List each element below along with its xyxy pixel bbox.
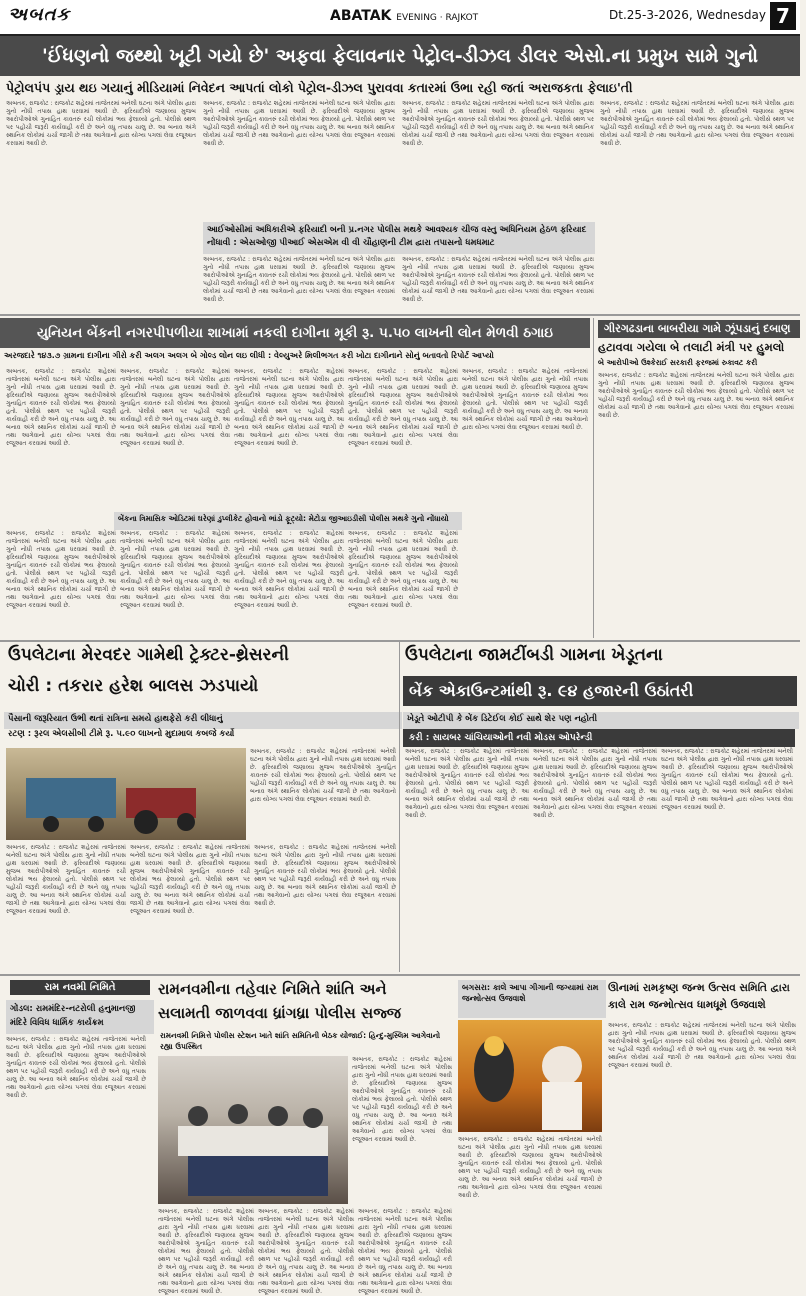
cyber-col-1: અબતક, રાજકોટ : રાજકોટ શહેરમાં તાજેતરમાં બનેલી ઘટના અંગે પોલીસ દ્વારા ગુનો નોંધી તપાસ હાથ ધરવામાં આવી છે. ફરિયાદીએ જણાવ્યા મુજબ આરોપીઓએ ગુનાહિત કાવતરું રચી લોકોમાં ભય ફેલાવ્યો હતો. પોલીસે સ્થળ પર પહોંચી જરૂરી કાર્યવાહી કરી છે અને વધુ તપાસ ચાલુ છે. આ બનાવ અંગે સ્થાનિક લોકોમાં ચર્ચા જાગી છે તથા આગેવાનો દ્વારા યોગ્ય પગલાં લેવા રજૂઆત કરવામાં આવી છે. bbox=[405, 748, 529, 819]
lead-col-1: અબતક, રાજકોટ : રાજકોટ શહેરમાં તાજેતરમાં બનેલી ઘટના અંગે પોલીસ દ્વારા ગુનો નોંધી તપાસ હાથ ધરવામાં આવી છે. ફરિયાદીએ જણાવ્યા મુજબ આરોપીઓએ ગુનાહિત કાવતરું રચી લોકોમાં ભય ફેલાવ્યો હતો. પોલીસે સ્થળ પર પહોંચી જરૂરી કાર્યવાહી કરી છે અને વધુ તપાસ ચાલુ છે. આ બનાવ અંગે સ્થાનિક લોકોમાં ચર્ચા જાગી છે તથા આગેવાનો દ્વારા યોગ્ય પગલાં લેવા રજૂઆત કરવામાં આવી છે. bbox=[6, 100, 196, 147]
bank-box: બેંકના ત્રિમાસિક ઓડિટમાં ઘરેણાં ડુપ્લીકેટ હોવાનો ભાંડો ફૂટ્યો: મેટોડા જીઆઇડીસી પોલીસ મથકે ગુનો નોંધાયો bbox=[114, 512, 462, 530]
dhrangadhra-col-2: અબતક, રાજકોટ : રાજકોટ શહેરમાં તાજેતરમાં બનેલી ઘટના અંગે પોલીસ દ્વારા ગુનો નોંધી તપાસ હાથ ધરવામાં આવી છે. ફરિયાદીએ જણાવ્યા મુજબ આરોપીઓએ ગુનાહિત કાવતરું રચી લોકોમાં ભય ફેલાવ્યો હતો. પોલીસે સ્થળ પર પહોંચી જરૂરી કાર્યવાહી કરી છે અને વધુ તપાસ ચાલુ છે. આ બનાવ અંગે સ્થાનિક લોકોમાં ચર્ચા જાગી છે તથા આગેવાનો દ્વારા યોગ્ય પગલાં લેવા રજૂઆત કરવામાં આવી છે. bbox=[158, 1208, 254, 1295]
paper-name: ABATAK bbox=[330, 8, 392, 24]
gondal-headline: ગોંડલ: રામમંદિર-નટરોલી હનુમાનજી મંદિરે વિવિધ ધાર્મિક કાર્યક્રમ bbox=[6, 1000, 154, 1034]
girgadhada-head-1: ગીરગઢડાના બાબરીયા ગામે ઝૂંપડાનું દબાણ bbox=[598, 320, 800, 338]
edition: EVENING · RAJKOT bbox=[396, 13, 479, 23]
page-number: 7 bbox=[770, 2, 796, 30]
dhrangadhra-head-1: રામનવમીના તહેવાર નિમિતે શાંતિ અને bbox=[158, 980, 387, 998]
bank-col-7: અબતક, રાજકોટ : રાજકોટ શહેરમાં તાજેતરમાં બનેલી ઘટના અંગે પોલીસ દ્વારા ગુનો નોંધી તપાસ હાથ ધરવામાં આવી છે. ફરિયાદીએ જણાવ્યા મુજબ આરોપીઓએ ગુનાહિત કાવતરું રચી લોકોમાં ભય ફેલાવ્યો હતો. પોલીસે સ્થળ પર પહોંચી જરૂરી કાર્યવાહી કરી છે અને વધુ તપાસ ચાલુ છે. આ બનાવ અંગે સ્થાનિક લોકોમાં ચર્ચા જાગી છે તથા આગેવાનો દ્વારા યોગ્ય પગલાં લેવા રજૂઆત કરવામાં આવી છે. bbox=[120, 530, 230, 609]
masthead bbox=[0, 0, 800, 36]
ram-illustration bbox=[458, 1020, 602, 1132]
girgadhada-body: અબતક, રાજકોટ : રાજકોટ શહેરમાં તાજેતરમાં બનેલી ઘટના અંગે પોલીસ દ્વારા ગુનો નોંધી તપાસ હાથ ધરવામાં આવી છે. ફરિયાદીએ જણાવ્યા મુજબ આરોપીઓએ ગુનાહિત કાવતરું રચી લોકોમાં ભય ફેલાવ્યો હતો. પોલીસે સ્થળ પર પહોંચી જરૂરી કાર્યવાહી કરી છે અને વધુ તપાસ ચાલુ છે. આ બનાવ અંગે સ્થાનિક લોકોમાં ચર્ચા જાગી છે તથા આગેવાનો દ્વારા યોગ્ય પગલાં લેવા રજૂઆત કરવામાં આવી છે. bbox=[598, 372, 794, 419]
bagsara-body: અબતક, રાજકોટ : રાજકોટ શહેરમાં તાજેતરમાં બનેલી ઘટના અંગે પોલીસ દ્વારા ગુનો નોંધી તપાસ હાથ ધરવામાં આવી છે. ફરિયાદીએ જણાવ્યા મુજબ આરોપીઓએ ગુનાહિત કાવતરું રચી લોકોમાં ભય ફેલાવ્યો હતો. પોલીસે સ્થળ પર પહોંચી જરૂરી કાર્યવાહી કરી છે અને વધુ તપાસ ચાલુ છે. આ બનાવ અંગે સ્થાનિક લોકોમાં ચર્ચા જાગી છે તથા આગેવાનો દ્વારા યોગ્ય પગલાં લેવા રજૂઆત કરવામાં આવી છે. bbox=[458, 1136, 602, 1199]
dhrangadhra-head-2: સલામતી જાળવવા ધ્રાંગધ્રા પોલીસ સજ્જ bbox=[158, 1004, 401, 1022]
bank-col-3: અબતક, રાજકોટ : રાજકોટ શહેરમાં તાજેતરમાં બનેલી ઘટના અંગે પોલીસ દ્વારા ગુનો નોંધી તપાસ હાથ ધરવામાં આવી છે. ફરિયાદીએ જણાવ્યા મુજબ આરોપીઓએ ગુનાહિત કાવતરું રચી લોકોમાં ભય ફેલાવ્યો હતો. પોલીસે સ્થળ પર પહોંચી જરૂરી કાર્યવાહી કરી છે અને વધુ તપાસ ચાલુ છે. આ બનાવ અંગે સ્થાનિક લોકોમાં ચર્ચા જાગી છે તથા આગેવાનો દ્વારા યોગ્ય પગલાં લેવા રજૂઆત કરવામાં આવી છે. bbox=[234, 368, 344, 447]
cyber-col-2: અબતક, રાજકોટ : રાજકોટ શહેરમાં તાજેતરમાં બનેલી ઘટના અંગે પોલીસ દ્વારા ગુનો નોંધી તપાસ હાથ ધરવામાં આવી છે. ફરિયાદીએ જણાવ્યા મુજબ આરોપીઓએ ગુનાહિત કાવતરું રચી લોકોમાં ભય ફેલાવ્યો હતો. પોલીસે સ્થળ પર પહોંચી જરૂરી કાર્યવાહી કરી છે અને વધુ તપાસ ચાલુ છે. આ બનાવ અંગે સ્થાનિક લોકોમાં ચર્ચા જાગી છે તથા આગેવાનો દ્વારા યોગ્ય પગલાં લેવા રજૂઆત કરવામાં આવી છે. bbox=[533, 748, 657, 819]
gondal-body: અબતક, રાજકોટ : રાજકોટ શહેરમાં તાજેતરમાં બનેલી ઘટના અંગે પોલીસ દ્વારા ગુનો નોંધી તપાસ હાથ ધરવામાં આવી છે. ફરિયાદીએ જણાવ્યા મુજબ આરોપીઓએ ગુનાહિત કાવતરું રચી લોકોમાં ભય ફેલાવ્યો હતો. પોલીસે સ્થળ પર પહોંચી જરૂરી કાર્યવાહી કરી છે અને વધુ તપાસ ચાલુ છે. આ બનાવ અંગે સ્થાનિક લોકોમાં ચર્ચા જાગી છે તથા આગેવાનો દ્વારા યોગ્ય પગલાં લેવા રજૂઆત કરવામાં આવી છે. bbox=[6, 1036, 146, 1099]
ramnavami-label: રામ નવમી નિમિતે bbox=[10, 980, 150, 995]
theft-col-1: અબતક, રાજકોટ : રાજકોટ શહેરમાં તાજેતરમાં બનેલી ઘટના અંગે પોલીસ દ્વારા ગુનો નોંધી તપાસ હાથ ધરવામાં આવી છે. ફરિયાદીએ જણાવ્યા મુજબ આરોપીઓએ ગુનાહિત કાવતરું રચી લોકોમાં ભય ફેલાવ્યો હતો. પોલીસે સ્થળ પર પહોંચી જરૂરી કાર્યવાહી કરી છે અને વધુ તપાસ ચાલુ છે. આ બનાવ અંગે સ્થાનિક લોકોમાં ચર્ચા જાગી છે તથા આગેવાનો દ્વારા યોગ્ય પગલાં લેવા રજૂઆત કરવામાં આવી છે. bbox=[250, 748, 396, 803]
divider bbox=[0, 974, 800, 976]
masthead-logo: અબતક bbox=[8, 4, 71, 25]
theft-col-2: અબતક, રાજકોટ : રાજકોટ શહેરમાં તાજેતરમાં બનેલી ઘટના અંગે પોલીસ દ્વારા ગુનો નોંધી તપાસ હાથ ધરવામાં આવી છે. ફરિયાદીએ જણાવ્યા મુજબ આરોપીઓએ ગુનાહિત કાવતરું રચી લોકોમાં ભય ફેલાવ્યો હતો. પોલીસે સ્થળ પર પહોંચી જરૂરી કાર્યવાહી કરી છે અને વધુ તપાસ ચાલુ છે. આ બનાવ અંગે સ્થાનિક લોકોમાં ચર્ચા જાગી છે તથા આગેવાનો દ્વારા યોગ્ય પગલાં લેવા રજૂઆત કરવામાં આવી છે. bbox=[6, 844, 126, 915]
lead-col-6: અબતક, રાજકોટ : રાજકોટ શહેરમાં તાજેતરમાં બનેલી ઘટના અંગે પોલીસ દ્વારા ગુનો નોંધી તપાસ હાથ ધરવામાં આવી છે. ફરિયાદીએ જણાવ્યા મુજબ આરોપીઓએ ગુનાહિત કાવતરું રચી લોકોમાં ભય ફેલાવ્યો હતો. પોલીસે સ્થળ પર પહોંચી જરૂરી કાર્યવાહી કરી છે અને વધુ તપાસ ચાલુ છે. આ બનાવ અંગે સ્થાનિક લોકોમાં ચર્ચા જાગી છે તથા આગેવાનો દ્વારા યોગ્ય પગલાં લેવા રજૂઆત કરવામાં આવી છે. bbox=[402, 256, 594, 303]
bank-col-9: અબતક, રાજકોટ : રાજકોટ શહેરમાં તાજેતરમાં બનેલી ઘટના અંગે પોલીસ દ્વારા ગુનો નોંધી તપાસ હાથ ધરવામાં આવી છે. ફરિયાદીએ જણાવ્યા મુજબ આરોપીઓએ ગુનાહિત કાવતરું રચી લોકોમાં ભય ફેલાવ્યો હતો. પોલીસે સ્થળ પર પહોંચી જરૂરી કાર્યવાહી કરી છે અને વધુ તપાસ ચાલુ છે. આ બનાવ અંગે સ્થાનિક લોકોમાં ચર્ચા જાગી છે તથા આગેવાનો દ્વારા યોગ્ય પગલાં લેવા રજૂઆત કરવામાં આવી છે. bbox=[348, 530, 458, 609]
lead-col-3: અબતક, રાજકોટ : રાજકોટ શહેરમાં તાજેતરમાં બનેલી ઘટના અંગે પોલીસ દ્વારા ગુનો નોંધી તપાસ હાથ ધરવામાં આવી છે. ફરિયાદીએ જણાવ્યા મુજબ આરોપીઓએ ગુનાહિત કાવતરું રચી લોકોમાં ભય ફેલાવ્યો હતો. પોલીસે સ્થળ પર પહોંચી જરૂરી કાર્યવાહી કરી છે અને વધુ તપાસ ચાલુ છે. આ બનાવ અંગે સ્થાનિક લોકોમાં ચર્ચા જાગી છે તથા આગેવાનો દ્વારા યોગ્ય પગલાં લેવા રજૂઆત કરવામાં આવી છે. bbox=[402, 100, 594, 147]
divider bbox=[399, 642, 400, 972]
tractor-illustration bbox=[6, 748, 246, 840]
una-headline: ઊનામાં રામકૃષ્ણ જન્મ ઉત્સવ સમિતિ દ્વારા કાલે રામ જન્મોત્સવ ધામધૂમે ઉજવાશે bbox=[608, 982, 790, 1011]
cyber-col-3: અબતક, રાજકોટ : રાજકોટ શહેરમાં તાજેતરમાં બનેલી ઘટના અંગે પોલીસ દ્વારા ગુનો નોંધી તપાસ હાથ ધરવામાં આવી છે. ફરિયાદીએ જણાવ્યા મુજબ આરોપીઓએ ગુનાહિત કાવતરું રચી લોકોમાં ભય ફેલાવ્યો હતો. પોલીસે સ્થળ પર પહોંચી જરૂરી કાર્યવાહી કરી છે અને વધુ તપાસ ચાલુ છે. આ બનાવ અંગે સ્થાનિક લોકોમાં ચર્ચા જાગી છે તથા આગેવાનો દ્વારા યોગ્ય પગલાં લેવા રજૂઆત કરવામાં આવી છે. bbox=[661, 748, 793, 811]
girgadhada-head-2: હટાવવા ગયેલા બે તલાટી મંત્રી પર હુમલો bbox=[598, 340, 785, 354]
divider bbox=[0, 314, 800, 316]
lead-col-4: અબતક, રાજકોટ : રાજકોટ શહેરમાં તાજેતરમાં બનેલી ઘટના અંગે પોલીસ દ્વારા ગુનો નોંધી તપાસ હાથ ધરવામાં આવી છે. ફરિયાદીએ જણાવ્યા મુજબ આરોપીઓએ ગુનાહિત કાવતરું રચી લોકોમાં ભય ફેલાવ્યો હતો. પોલીસે સ્થળ પર પહોંચી જરૂરી કાર્યવાહી કરી છે અને વધુ તપાસ ચાલુ છે. આ બનાવ અંગે સ્થાનિક લોકોમાં ચર્ચા જાગી છે તથા આગેવાનો દ્વારા યોગ્ય પગલાં લેવા રજૂઆત કરવામાં આવી છે. bbox=[600, 100, 794, 147]
meeting-illustration bbox=[158, 1056, 348, 1204]
bank-headline: યુનિયન બેંકની નગરપીપળીયા શાખામાં નકલી દાગીના મૂકી રૂ. ૫.૫૦ લાખની લોન મેળવી ઠગાઇ bbox=[0, 318, 590, 348]
lead-col-5: અબતક, રાજકોટ : રાજકોટ શહેરમાં તાજેતરમાં બનેલી ઘટના અંગે પોલીસ દ્વારા ગુનો નોંધી તપાસ હાથ ધરવામાં આવી છે. ફરિયાદીએ જણાવ્યા મુજબ આરોપીઓએ ગુનાહિત કાવતરું રચી લોકોમાં ભય ફેલાવ્યો હતો. પોલીસે સ્થળ પર પહોંચી જરૂરી કાર્યવાહી કરી છે અને વધુ તપાસ ચાલુ છે. આ બનાવ અંગે સ્થાનિક લોકોમાં ચર્ચા જાગી છે તથા આગેવાનો દ્વારા યોગ્ય પગલાં લેવા રજૂઆત કરવામાં આવી છે. bbox=[203, 256, 395, 303]
divider bbox=[0, 640, 800, 642]
dhrangadhra-col-3: અબતક, રાજકોટ : રાજકોટ શહેરમાં તાજેતરમાં બનેલી ઘટના અંગે પોલીસ દ્વારા ગુનો નોંધી તપાસ હાથ ધરવામાં આવી છે. ફરિયાદીએ જણાવ્યા મુજબ આરોપીઓએ ગુનાહિત કાવતરું રચી લોકોમાં ભય ફેલાવ્યો હતો. પોલીસે સ્થળ પર પહોંચી જરૂરી કાર્યવાહી કરી છે અને વધુ તપાસ ચાલુ છે. આ બનાવ અંગે સ્થાનિક લોકોમાં ચર્ચા જાગી છે તથા આગેવાનો દ્વારા યોગ્ય પગલાં લેવા રજૂઆત કરવામાં આવી છે. bbox=[258, 1208, 354, 1295]
lead-subhead: પેટ્રોલપંપ ડ્રાય થઇ ગયાનું મીડિયામાં નિવેદન આપતાં લોકો પેટ્રોલ-ડીઝલ પુરાવવા કતારમાં ઉભા રહી જતાં અરાજકતા ફેલાઇ'તી bbox=[6, 80, 633, 95]
theft-sub-1: પૈસાની જરૂરિયાત ઉભી થતાં રાત્રિના સમયે હાથફેરો કરી લીધાનું bbox=[4, 712, 402, 729]
masthead-title bbox=[330, 8, 478, 24]
girgadhada-sub: બે આરોપીઓ ઉશ્કેરાઈ સરકારી ફરજમાં રુકાવટ કરી bbox=[598, 358, 758, 367]
ram-photo bbox=[458, 1020, 602, 1132]
cyber-head-1: ઉપલેટાના જામટીંબડી ગામના ખેડૂતના bbox=[405, 645, 663, 665]
theft-col-3: અબતક, રાજકોટ : રાજકોટ શહેરમાં તાજેતરમાં બનેલી ઘટના અંગે પોલીસ દ્વારા ગુનો નોંધી તપાસ હાથ ધરવામાં આવી છે. ફરિયાદીએ જણાવ્યા મુજબ આરોપીઓએ ગુનાહિત કાવતરું રચી લોકોમાં ભય ફેલાવ્યો હતો. પોલીસે સ્થળ પર પહોંચી જરૂરી કાર્યવાહી કરી છે અને વધુ તપાસ ચાલુ છે. આ બનાવ અંગે સ્થાનિક લોકોમાં ચર્ચા જાગી છે તથા આગેવાનો દ્વારા યોગ્ય પગલાં લેવા રજૂઆત કરવામાં આવી છે. bbox=[130, 844, 250, 915]
theft-head-2: ચોરી : તકરાર હરેશ બાલસ ઝડપાયો bbox=[8, 676, 259, 696]
issue-date: Dt.25-3-2026, Wednesday bbox=[609, 8, 766, 22]
bank-subhead: અરજદારે ૧૪૩.૭ ગ્રામના દાગીના ગીરો કરી અલગ અલગ બે ગોલ્ડ લોન લઇ લીધી : વેલ્યુઅરે મિલીભગત કરી ખોટા દાગીનાને સોનું બતાવતો રિપોર્ટ આપ્યો bbox=[4, 351, 494, 360]
theft-sub-2: રટણ : રૂરલ એલસીબી ટીમે રૂ. ૫.૯૦ લાખનો મુદામાલ કબજે કર્યો bbox=[8, 729, 235, 739]
bank-col-4: અબતક, રાજકોટ : રાજકોટ શહેરમાં તાજેતરમાં બનેલી ઘટના અંગે પોલીસ દ્વારા ગુનો નોંધી તપાસ હાથ ધરવામાં આવી છે. ફરિયાદીએ જણાવ્યા મુજબ આરોપીઓએ ગુનાહિત કાવતરું રચી લોકોમાં ભય ફેલાવ્યો હતો. પોલીસે સ્થળ પર પહોંચી જરૂરી કાર્યવાહી કરી છે અને વધુ તપાસ ચાલુ છે. આ બનાવ અંગે સ્થાનિક લોકોમાં ચર્ચા જાગી છે તથા આગેવાનો દ્વારા યોગ્ય પગલાં લેવા રજૂઆત કરવામાં આવી છે. bbox=[348, 368, 458, 447]
una-body: અબતક, રાજકોટ : રાજકોટ શહેરમાં તાજેતરમાં બનેલી ઘટના અંગે પોલીસ દ્વારા ગુનો નોંધી તપાસ હાથ ધરવામાં આવી છે. ફરિયાદીએ જણાવ્યા મુજબ આરોપીઓએ ગુનાહિત કાવતરું રચી લોકોમાં ભય ફેલાવ્યો હતો. પોલીસે સ્થળ પર પહોંચી જરૂરી કાર્યવાહી કરી છે અને વધુ તપાસ ચાલુ છે. આ બનાવ અંગે સ્થાનિક લોકોમાં ચર્ચા જાગી છે તથા આગેવાનો દ્વારા યોગ્ય પગલાં લેવા રજૂઆત કરવામાં આવી છે. bbox=[608, 1022, 796, 1069]
theft-head-1: ઉપલેટાના મેરવદર ગામેથી ટ્રેક્ટર-થ્રેસરની bbox=[8, 645, 290, 665]
cyber-sub-2: કરી : સાયબર ચાંચિયાઓની નવી મોડસ ઓપરેન્ડી bbox=[403, 729, 795, 747]
divider bbox=[593, 318, 594, 638]
lead-headline: 'ઈંધણનો જથ્થો ખૂટી ગયો છે' અફવા ફેલાવનાર પેટ્રોલ-ડીઝલ ડીલર એસો.ના પ્રમુખ સામે ગુનો bbox=[0, 36, 800, 76]
cyber-head-2: બેંક એકાઉન્ટમાંથી રૂ. ૯૪ હજારની ઉઠાંતરી bbox=[403, 676, 797, 706]
cyber-sub-1: ખેડૂતે ઓટીપી કે બેંક ડિટેઈલ કોઈ સાથે શેર પણ નહોતી bbox=[403, 712, 799, 729]
dhrangadhra-col-4: અબતક, રાજકોટ : રાજકોટ શહેરમાં તાજેતરમાં બનેલી ઘટના અંગે પોલીસ દ્વારા ગુનો નોંધી તપાસ હાથ ધરવામાં આવી છે. ફરિયાદીએ જણાવ્યા મુજબ આરોપીઓએ ગુનાહિત કાવતરું રચી લોકોમાં ભય ફેલાવ્યો હતો. પોલીસે સ્થળ પર પહોંચી જરૂરી કાર્યવાહી કરી છે અને વધુ તપાસ ચાલુ છે. આ બનાવ અંગે સ્થાનિક લોકોમાં ચર્ચા જાગી છે તથા આગેવાનો દ્વારા યોગ્ય પગલાં લેવા રજૂઆત કરવામાં આવી છે. bbox=[358, 1208, 452, 1295]
tractor-photo bbox=[6, 748, 246, 840]
meeting-photo bbox=[158, 1056, 348, 1204]
lead-col-2: અબતક, રાજકોટ : રાજકોટ શહેરમાં તાજેતરમાં બનેલી ઘટના અંગે પોલીસ દ્વારા ગુનો નોંધી તપાસ હાથ ધરવામાં આવી છે. ફરિયાદીએ જણાવ્યા મુજબ આરોપીઓએ ગુનાહિત કાવતરું રચી લોકોમાં ભય ફેલાવ્યો હતો. પોલીસે સ્થળ પર પહોંચી જરૂરી કાર્યવાહી કરી છે અને વધુ તપાસ ચાલુ છે. આ બનાવ અંગે સ્થાનિક લોકોમાં ચર્ચા જાગી છે તથા આગેવાનો દ્વારા યોગ્ય પગલાં લેવા રજૂઆત કરવામાં આવી છે. bbox=[203, 100, 395, 147]
theft-col-4: અબતક, રાજકોટ : રાજકોટ શહેરમાં તાજેતરમાં બનેલી ઘટના અંગે પોલીસ દ્વારા ગુનો નોંધી તપાસ હાથ ધરવામાં આવી છે. ફરિયાદીએ જણાવ્યા મુજબ આરોપીઓએ ગુનાહિત કાવતરું રચી લોકોમાં ભય ફેલાવ્યો હતો. પોલીસે સ્થળ પર પહોંચી જરૂરી કાર્યવાહી કરી છે અને વધુ તપાસ ચાલુ છે. આ બનાવ અંગે સ્થાનિક લોકોમાં ચર્ચા જાગી છે તથા આગેવાનો દ્વારા યોગ્ય પગલાં લેવા રજૂઆત કરવામાં આવી છે. bbox=[254, 844, 396, 907]
lead-box: આઈઓસીમાં અધિકારીએ ફરિયાદી બની પ્ર.નગર પોલીસ મથકે આવશ્યક ચીજ વસ્તુ અધિનિયમ હેઠળ ફરિયાદ નોંધાવી : એસઓજી પીઆઈ એસએમ વી વી ચૌહાણની ટીમ દ્વારા તપાસનો ધમધમાટ bbox=[203, 222, 595, 254]
bank-col-6: અબતક, રાજકોટ : રાજકોટ શહેરમાં તાજેતરમાં બનેલી ઘટના અંગે પોલીસ દ્વારા ગુનો નોંધી તપાસ હાથ ધરવામાં આવી છે. ફરિયાદીએ જણાવ્યા મુજબ આરોપીઓએ ગુનાહિત કાવતરું રચી લોકોમાં ભય ફેલાવ્યો હતો. પોલીસે સ્થળ પર પહોંચી જરૂરી કાર્યવાહી કરી છે અને વધુ તપાસ ચાલુ છે. આ બનાવ અંગે સ્થાનિક લોકોમાં ચર્ચા જાગી છે તથા આગેવાનો દ્વારા યોગ્ય પગલાં લેવા રજૂઆત કરવામાં આવી છે. bbox=[6, 530, 116, 609]
bagsara-headline: બગસરા: કાલે આપા ગીગાની જગ્યામાં રામ જન્મોત્સવ ઉજવાશે bbox=[458, 980, 606, 1018]
bank-col-1: અબતક, રાજકોટ : રાજકોટ શહેરમાં તાજેતરમાં બનેલી ઘટના અંગે પોલીસ દ્વારા ગુનો નોંધી તપાસ હાથ ધરવામાં આવી છે. ફરિયાદીએ જણાવ્યા મુજબ આરોપીઓએ ગુનાહિત કાવતરું રચી લોકોમાં ભય ફેલાવ્યો હતો. પોલીસે સ્થળ પર પહોંચી જરૂરી કાર્યવાહી કરી છે અને વધુ તપાસ ચાલુ છે. આ બનાવ અંગે સ્થાનિક લોકોમાં ચર્ચા જાગી છે તથા આગેવાનો દ્વારા યોગ્ય પગલાં લેવા રજૂઆત કરવામાં આવી છે. bbox=[6, 368, 116, 447]
dhrangadhra-sub: રામનવમી નિમિત્તે પોલીસ સ્ટેશન ખાતે શાંતિ સમિતિની બેઠક યોજાઈ: હિન્દુ-મુસ્લિમ આગેવાનો રહ્યા ઉપસ્થિત bbox=[160, 1031, 441, 1051]
bank-col-2: અબતક, રાજકોટ : રાજકોટ શહેરમાં તાજેતરમાં બનેલી ઘટના અંગે પોલીસ દ્વારા ગુનો નોંધી તપાસ હાથ ધરવામાં આવી છે. ફરિયાદીએ જણાવ્યા મુજબ આરોપીઓએ ગુનાહિત કાવતરું રચી લોકોમાં ભય ફેલાવ્યો હતો. પોલીસે સ્થળ પર પહોંચી જરૂરી કાર્યવાહી કરી છે અને વધુ તપાસ ચાલુ છે. આ બનાવ અંગે સ્થાનિક લોકોમાં ચર્ચા જાગી છે તથા આગેવાનો દ્વારા યોગ્ય પગલાં લેવા રજૂઆત કરવામાં આવી છે. bbox=[120, 368, 230, 447]
bank-col-5: અબતક, રાજકોટ : રાજકોટ શહેરમાં તાજેતરમાં બનેલી ઘટના અંગે પોલીસ દ્વારા ગુનો નોંધી તપાસ હાથ ધરવામાં આવી છે. ફરિયાદીએ જણાવ્યા મુજબ આરોપીઓએ ગુનાહિત કાવતરું રચી લોકોમાં ભય ફેલાવ્યો હતો. પોલીસે સ્થળ પર પહોંચી જરૂરી કાર્યવાહી કરી છે અને વધુ તપાસ ચાલુ છે. આ બનાવ અંગે સ્થાનિક લોકોમાં ચર્ચા જાગી છે તથા આગેવાનો દ્વારા યોગ્ય પગલાં લેવા રજૂઆત કરવામાં આવી છે. bbox=[462, 368, 588, 431]
dhrangadhra-col-1: અબતક, રાજકોટ : રાજકોટ શહેરમાં તાજેતરમાં બનેલી ઘટના અંગે પોલીસ દ્વારા ગુનો નોંધી તપાસ હાથ ધરવામાં આવી છે. ફરિયાદીએ જણાવ્યા મુજબ આરોપીઓએ ગુનાહિત કાવતરું રચી લોકોમાં ભય ફેલાવ્યો હતો. પોલીસે સ્થળ પર પહોંચી જરૂરી કાર્યવાહી કરી છે અને વધુ તપાસ ચાલુ છે. આ બનાવ અંગે સ્થાનિક લોકોમાં ચર્ચા જાગી છે તથા આગેવાનો દ્વારા યોગ્ય પગલાં લેવા રજૂઆત કરવામાં આવી છે. bbox=[352, 1056, 452, 1143]
bank-col-8: અબતક, રાજકોટ : રાજકોટ શહેરમાં તાજેતરમાં બનેલી ઘટના અંગે પોલીસ દ્વારા ગુનો નોંધી તપાસ હાથ ધરવામાં આવી છે. ફરિયાદીએ જણાવ્યા મુજબ આરોપીઓએ ગુનાહિત કાવતરું રચી લોકોમાં ભય ફેલાવ્યો હતો. પોલીસે સ્થળ પર પહોંચી જરૂરી કાર્યવાહી કરી છે અને વધુ તપાસ ચાલુ છે. આ બનાવ અંગે સ્થાનિક લોકોમાં ચર્ચા જાગી છે તથા આગેવાનો દ્વારા યોગ્ય પગલાં લેવા રજૂઆત કરવામાં આવી છે. bbox=[234, 530, 344, 609]
